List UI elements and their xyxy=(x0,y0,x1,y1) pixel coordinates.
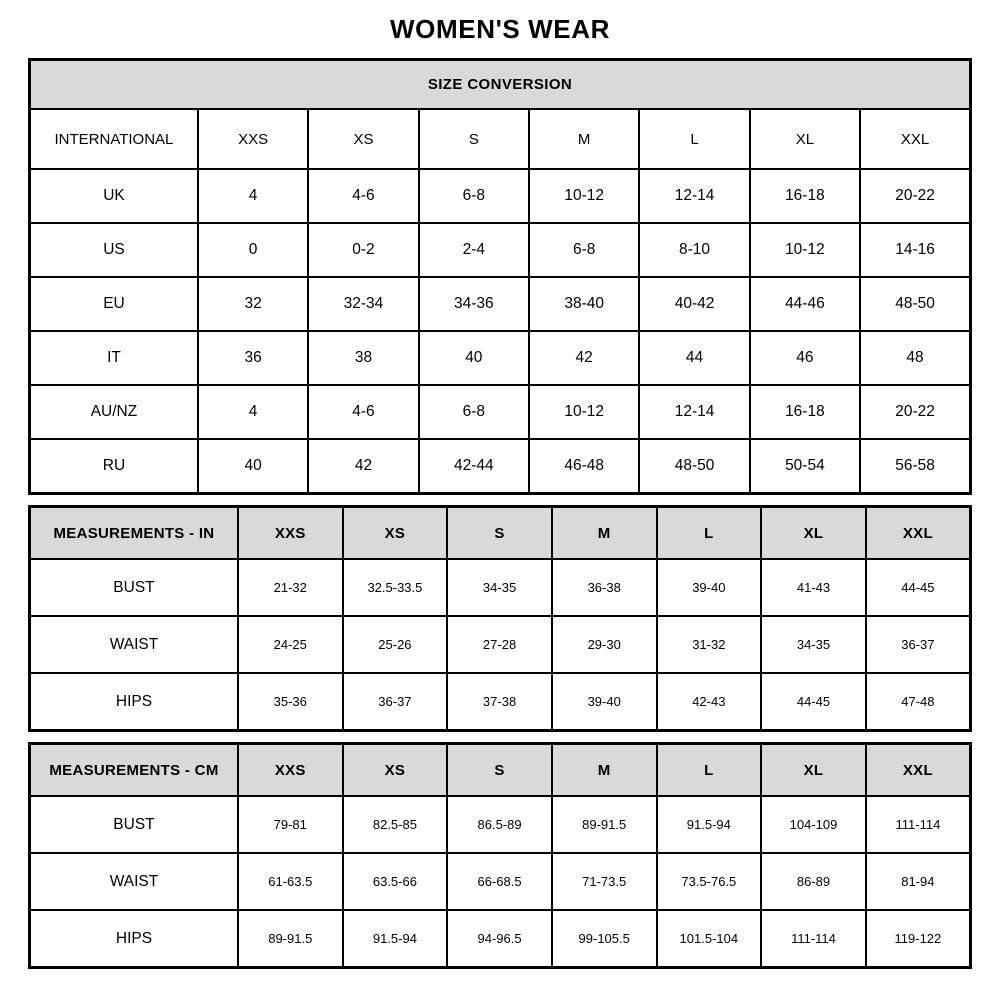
size-header-cell: XS xyxy=(343,744,448,797)
value-cell: 48-50 xyxy=(860,277,970,331)
value-cell: 20-22 xyxy=(860,385,970,439)
table-row xyxy=(30,169,971,223)
value-cell: 40-42 xyxy=(639,277,749,331)
value-cell: 34-35 xyxy=(447,559,552,616)
value-cell: 37-38 xyxy=(447,673,552,731)
size-header-cell: S xyxy=(447,507,552,560)
corner-label: MEASUREMENTS - IN xyxy=(30,507,238,560)
table-row xyxy=(30,60,971,110)
row-label: WAIST xyxy=(30,616,238,673)
measurements-in-section xyxy=(28,505,972,732)
value-cell: 36-37 xyxy=(343,673,448,731)
size-header-cell: XL xyxy=(761,744,866,797)
value-cell: 25-26 xyxy=(343,616,448,673)
value-cell: 32.5-33.5 xyxy=(343,559,448,616)
value-cell: 35-36 xyxy=(238,673,343,731)
size-header-cell: XXS xyxy=(238,507,343,560)
value-cell: 82.5-85 xyxy=(343,796,448,853)
value-cell: 32 xyxy=(198,277,308,331)
value-cell: 63.5-66 xyxy=(343,853,448,910)
value-cell: 61-63.5 xyxy=(238,853,343,910)
value-cell: 66-68.5 xyxy=(447,853,552,910)
value-cell: 48-50 xyxy=(639,439,749,494)
value-cell: 36-37 xyxy=(866,616,971,673)
value-cell: 86-89 xyxy=(761,853,866,910)
value-cell: 20-22 xyxy=(860,169,970,223)
value-cell: 50-54 xyxy=(750,439,860,494)
table-row xyxy=(30,331,971,385)
table-row xyxy=(30,853,971,910)
value-cell: 86.5-89 xyxy=(447,796,552,853)
value-cell: 44-45 xyxy=(761,673,866,731)
size-header-cell: XS xyxy=(343,507,448,560)
table-row xyxy=(30,439,971,494)
size-header-cell: XXL xyxy=(866,744,971,797)
value-cell: 40 xyxy=(198,439,308,494)
row-label: AU/NZ xyxy=(30,385,198,439)
value-cell: 31-32 xyxy=(657,616,762,673)
value-cell: 38 xyxy=(308,331,418,385)
size-header-cell: M xyxy=(529,109,639,169)
value-cell: 94-96.5 xyxy=(447,910,552,968)
value-cell: 44-45 xyxy=(866,559,971,616)
value-cell: 104-109 xyxy=(761,796,866,853)
row-label: IT xyxy=(30,331,198,385)
value-cell: 32-34 xyxy=(308,277,418,331)
value-cell: 4-6 xyxy=(308,169,418,223)
value-cell: 71-73.5 xyxy=(552,853,657,910)
value-cell: 10-12 xyxy=(529,385,639,439)
value-cell: 99-105.5 xyxy=(552,910,657,968)
value-cell: 111-114 xyxy=(761,910,866,968)
corner-label: MEASUREMENTS - CM xyxy=(30,744,238,797)
value-cell: 42-43 xyxy=(657,673,762,731)
measurements-cm-table xyxy=(28,742,972,969)
value-cell: 119-122 xyxy=(866,910,971,968)
value-cell: 47-48 xyxy=(866,673,971,731)
table-row xyxy=(30,385,971,439)
value-cell: 79-81 xyxy=(238,796,343,853)
table-row xyxy=(30,109,971,169)
table-row xyxy=(30,910,971,968)
value-cell: 39-40 xyxy=(552,673,657,731)
value-cell: 4 xyxy=(198,385,308,439)
table-banner: SIZE CONVERSION xyxy=(30,60,971,110)
size-header-cell: XL xyxy=(750,109,860,169)
size-header-cell: S xyxy=(419,109,529,169)
row-label: BUST xyxy=(30,796,238,853)
row-label: RU xyxy=(30,439,198,494)
size-conversion-table xyxy=(28,58,972,495)
value-cell: 40 xyxy=(419,331,529,385)
size-header-cell: L xyxy=(657,744,762,797)
measurements-in-table xyxy=(28,505,972,732)
value-cell: 29-30 xyxy=(552,616,657,673)
table-row xyxy=(30,673,971,731)
value-cell: 6-8 xyxy=(529,223,639,277)
size-header-cell: XS xyxy=(308,109,418,169)
table-row xyxy=(30,796,971,853)
value-cell: 89-91.5 xyxy=(238,910,343,968)
table-row xyxy=(30,559,971,616)
value-cell: 91.5-94 xyxy=(657,796,762,853)
measurements-cm-section xyxy=(28,742,972,969)
size-header-cell: XL xyxy=(761,507,866,560)
size-header-cell: XXS xyxy=(238,744,343,797)
table-row xyxy=(30,744,971,797)
value-cell: 44-46 xyxy=(750,277,860,331)
size-header-cell: L xyxy=(657,507,762,560)
value-cell: 111-114 xyxy=(866,796,971,853)
value-cell: 36 xyxy=(198,331,308,385)
value-cell: 91.5-94 xyxy=(343,910,448,968)
size-header-cell: M xyxy=(552,507,657,560)
value-cell: 10-12 xyxy=(529,169,639,223)
value-cell: 0 xyxy=(198,223,308,277)
value-cell: 46-48 xyxy=(529,439,639,494)
value-cell: 14-16 xyxy=(860,223,970,277)
table-row xyxy=(30,507,971,560)
value-cell: 21-32 xyxy=(238,559,343,616)
page-title: WOMEN'S WEAR xyxy=(390,14,610,44)
value-cell: 41-43 xyxy=(761,559,866,616)
table-row xyxy=(30,223,971,277)
value-cell: 12-14 xyxy=(639,385,749,439)
value-cell: 42 xyxy=(529,331,639,385)
value-cell: 81-94 xyxy=(866,853,971,910)
corner-label: INTERNATIONAL xyxy=(30,109,198,169)
value-cell: 38-40 xyxy=(529,277,639,331)
value-cell: 56-58 xyxy=(860,439,970,494)
value-cell: 27-28 xyxy=(447,616,552,673)
value-cell: 6-8 xyxy=(419,169,529,223)
value-cell: 4 xyxy=(198,169,308,223)
row-label: HIPS xyxy=(30,673,238,731)
row-label: EU xyxy=(30,277,198,331)
size-conversion-section xyxy=(28,58,972,495)
row-label: WAIST xyxy=(30,853,238,910)
value-cell: 48 xyxy=(860,331,970,385)
value-cell: 10-12 xyxy=(750,223,860,277)
size-header-cell: S xyxy=(447,744,552,797)
value-cell: 42 xyxy=(308,439,418,494)
value-cell: 8-10 xyxy=(639,223,749,277)
table-row xyxy=(30,277,971,331)
value-cell: 12-14 xyxy=(639,169,749,223)
value-cell: 42-44 xyxy=(419,439,529,494)
size-header-cell: M xyxy=(552,744,657,797)
row-label: US xyxy=(30,223,198,277)
value-cell: 44 xyxy=(639,331,749,385)
value-cell: 2-4 xyxy=(419,223,529,277)
value-cell: 16-18 xyxy=(750,169,860,223)
value-cell: 89-91.5 xyxy=(552,796,657,853)
value-cell: 4-6 xyxy=(308,385,418,439)
value-cell: 46 xyxy=(750,331,860,385)
value-cell: 101.5-104 xyxy=(657,910,762,968)
value-cell: 73.5-76.5 xyxy=(657,853,762,910)
value-cell: 16-18 xyxy=(750,385,860,439)
size-header-cell: XXL xyxy=(866,507,971,560)
value-cell: 39-40 xyxy=(657,559,762,616)
row-label: BUST xyxy=(30,559,238,616)
table-row xyxy=(30,616,971,673)
size-header-cell: L xyxy=(639,109,749,169)
value-cell: 24-25 xyxy=(238,616,343,673)
value-cell: 0-2 xyxy=(308,223,418,277)
value-cell: 6-8 xyxy=(419,385,529,439)
value-cell: 34-35 xyxy=(761,616,866,673)
row-label: UK xyxy=(30,169,198,223)
row-label: HIPS xyxy=(30,910,238,968)
size-header-cell: XXS xyxy=(198,109,308,169)
size-header-cell: XXL xyxy=(860,109,970,169)
value-cell: 36-38 xyxy=(552,559,657,616)
value-cell: 34-36 xyxy=(419,277,529,331)
